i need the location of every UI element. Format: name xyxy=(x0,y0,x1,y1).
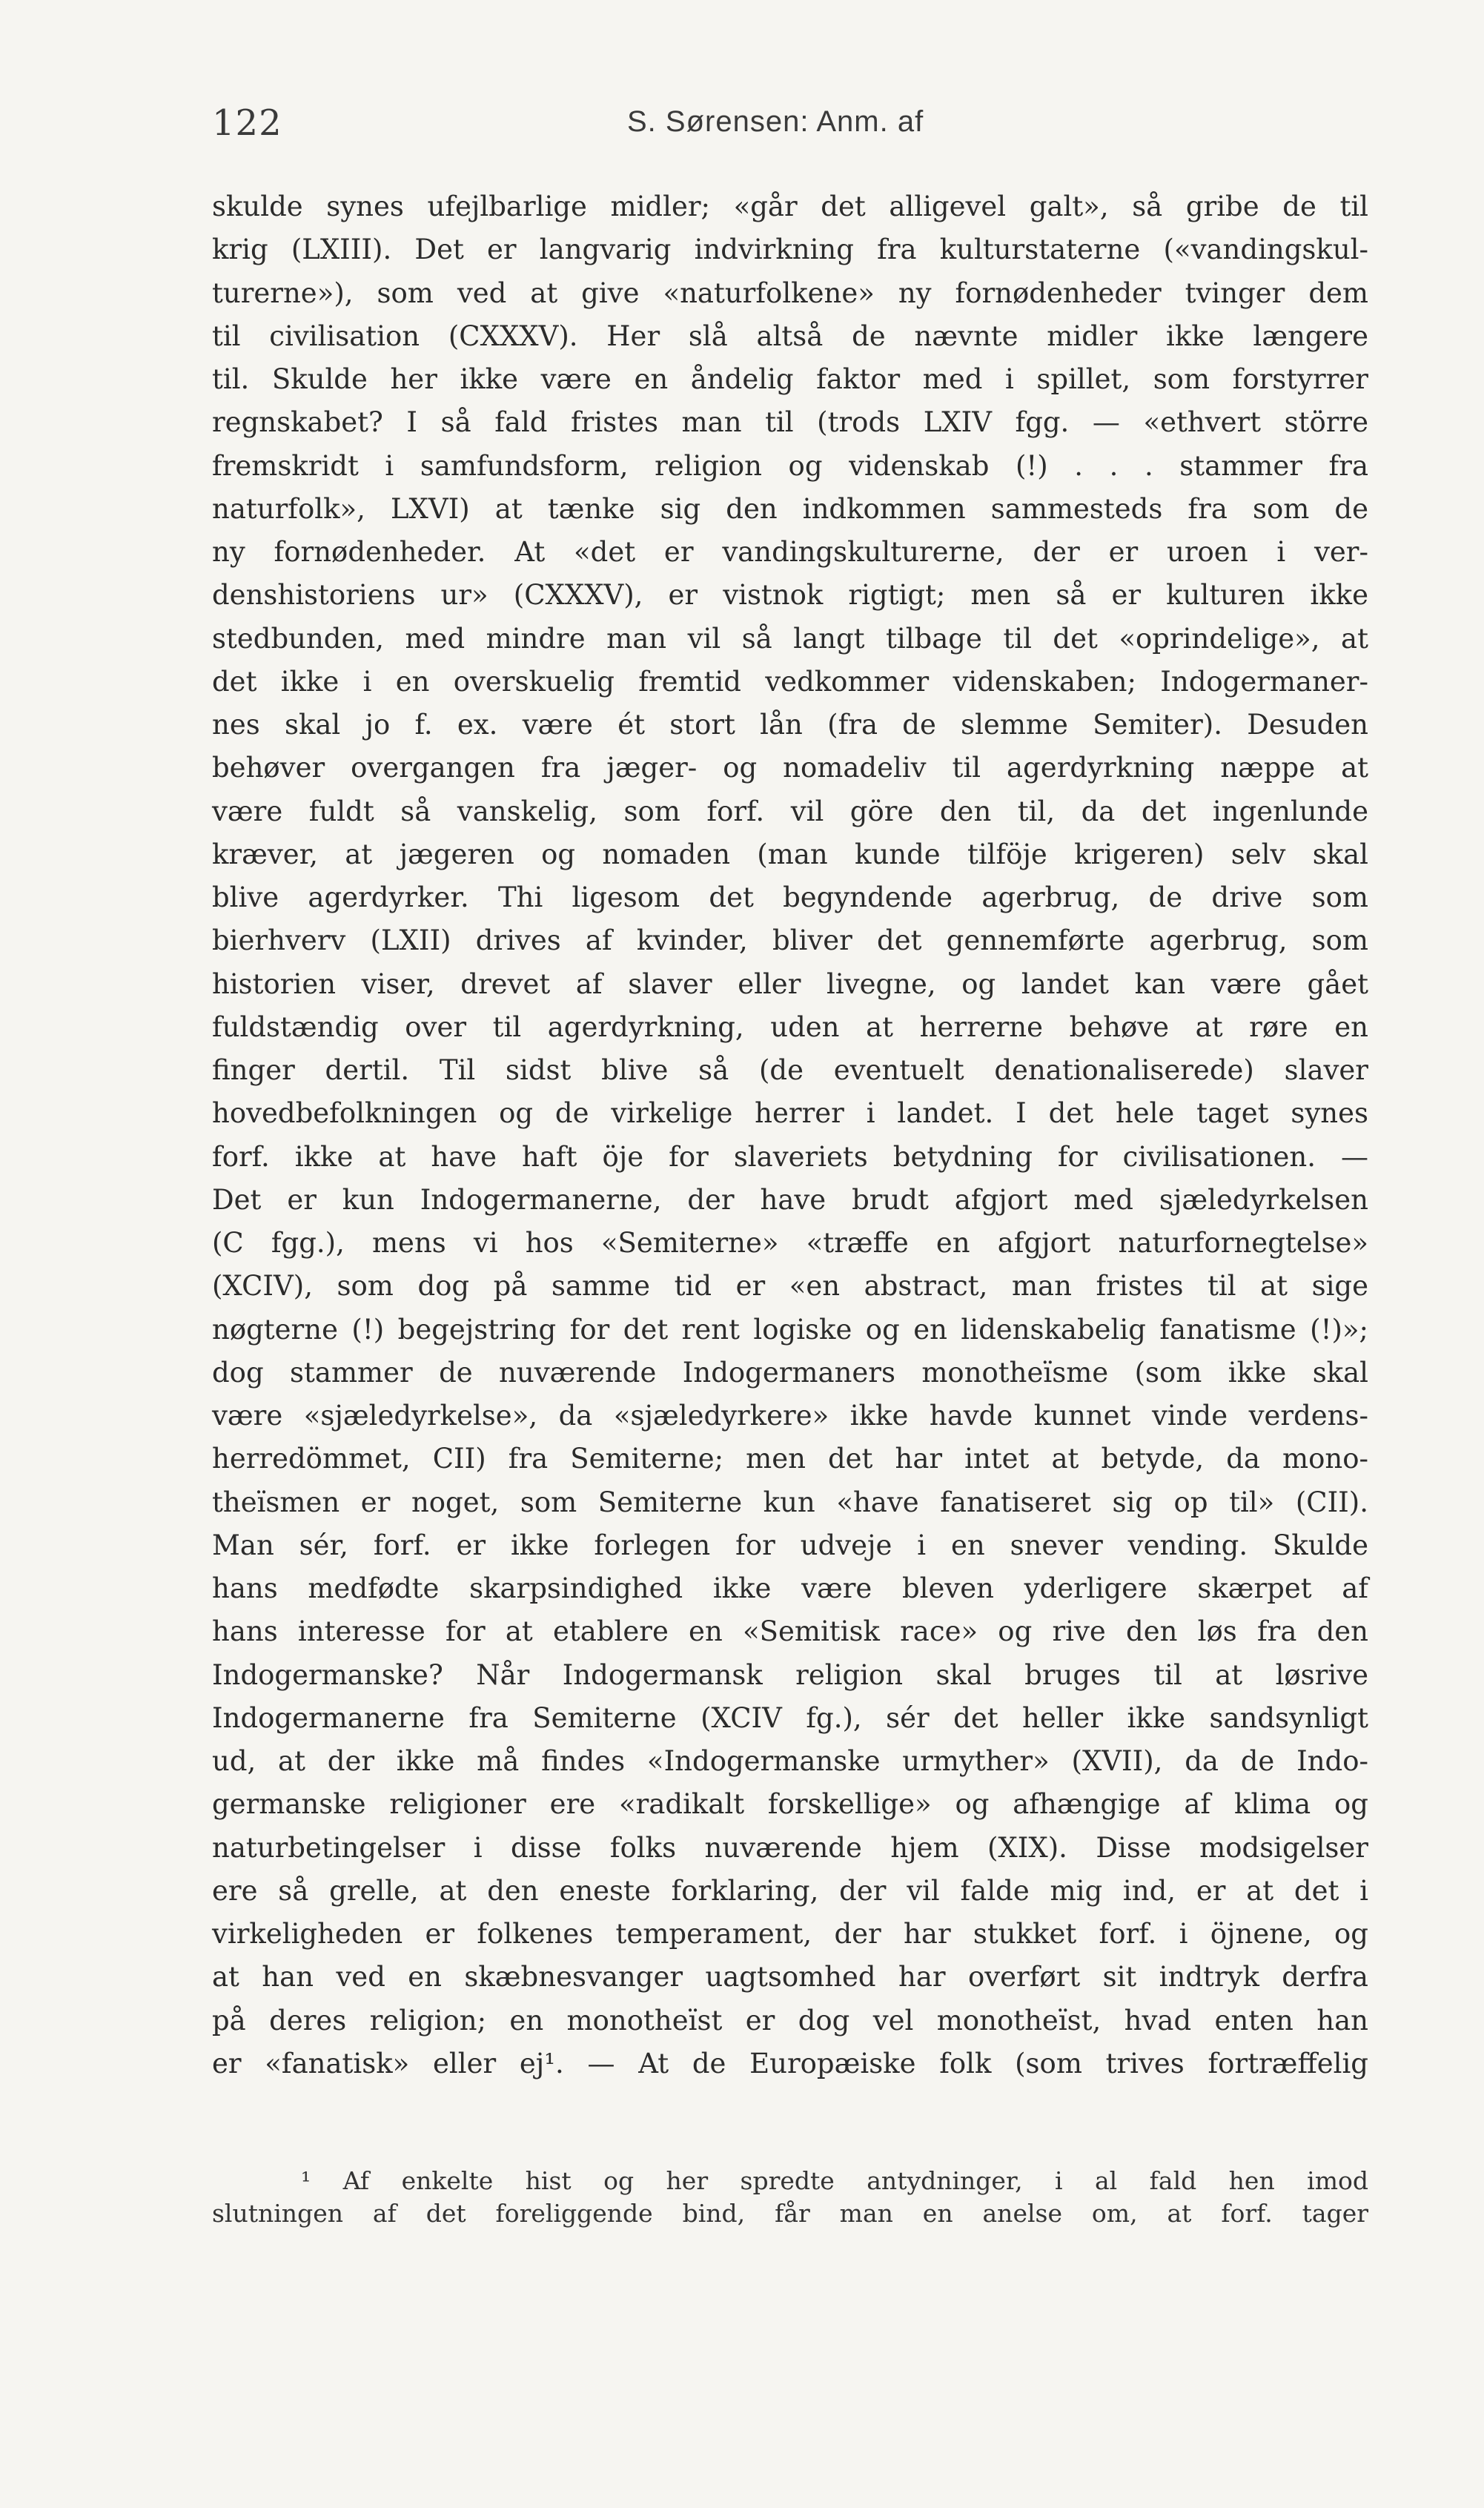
text-line: blive agerdyrker. Thi ligesom det begyndende agerbrug, de drive som xyxy=(212,881,1368,913)
text-line: nes skal jo f. ex. være ét stort lån (fra de slemme Semiter). Desuden xyxy=(212,709,1368,741)
footnote xyxy=(212,2165,1368,2230)
text-line: kræver, at jægeren og nomaden (man kunde tilföje krigeren) selv skal xyxy=(212,838,1368,870)
text-line: forf. ikke at have haft öje for slaveriets betydning for civilisationen. — xyxy=(212,1140,1368,1173)
text-line: Indogermanske? Når Indogermansk religion skal bruges til at løsrive xyxy=(212,1658,1368,1691)
text-line: til civilisation (CXXXV). Her slå altså de nævnte midler ikke længere xyxy=(212,320,1368,352)
text-line: Det er kun Indogermanerne, der have brudt afgjort med sjæledyrkelsen xyxy=(212,1183,1368,1216)
text-line: (C fgg.), mens vi hos «Semiterne» «træffe en afgjort naturfornegtelse» xyxy=(212,1227,1368,1259)
text-line: til. Skulde her ikke være en åndelig faktor med i spillet, som forstyrrer xyxy=(212,363,1368,395)
text-line: germanske religioner ere «radikalt forskellige» og afhængige af klima og xyxy=(212,1788,1368,1821)
text-line: Indogermanerne fra Semiterne (XCIV fg.), sér det heller ikke sandsynligt xyxy=(212,1701,1368,1734)
page-header xyxy=(212,102,1368,154)
text-line: virkeligheden er folkenes temperament, der har stukket forf. i öjnene, og xyxy=(212,1918,1368,1950)
running-head: S. Sørensen: Anm. af xyxy=(627,105,924,138)
text-line: herredömmet, CII) fra Semiterne; men det har intet at betyde, da mono- xyxy=(212,1443,1368,1475)
text-line: fremskridt i samfundsform, religion og videnskab (!) . . . stammer fra xyxy=(212,449,1368,482)
text-line: hovedbefolkningen og de virkelige herrer i landet. I det hele taget synes xyxy=(212,1097,1368,1130)
text-line: skulde synes ufejlbarlige midler; «går det alligevel galt», så gribe de til xyxy=(212,191,1368,222)
text-line: Man sér, forf. er ikke forlegen for udveje i en snever vending. Skulde xyxy=(212,1529,1368,1561)
text-line: det ikke i en overskuelig fremtid vedkommer videnskaben; Indogermaner- xyxy=(212,665,1368,698)
text-line: finger dertil. Til sidst blive så (de eventuelt denationaliserede) slaver xyxy=(212,1054,1368,1086)
text-line: historien viser, drevet af slaver eller livegne, og landet kan være gået xyxy=(212,967,1368,1000)
footnote-line: slutningen af det foreliggende bind, får man en anelse om, at forf. tager xyxy=(212,2199,1368,2228)
text-line: regnskabet? I så fald fristes man til (trods LXIV fgg. — «ethvert större xyxy=(212,406,1368,439)
body-text xyxy=(212,185,1368,2085)
text-line: ud, at der ikke må findes «Indogermanske urmyther» (XVII), da de Indo- xyxy=(212,1745,1368,1777)
text-line: hans medfødte skarpsindighed ikke være bleven yderligere skærpet af xyxy=(212,1572,1368,1604)
text-line: fuldstændig over til agerdyrkning, uden at herrerne behøve at røre en xyxy=(212,1010,1368,1043)
text-line: er «fanatisk» eller ej¹. — At de Europæiske folk (som trives fortræffelig xyxy=(212,2047,1368,2079)
text-line: ere så grelle, at den eneste forklaring, der vil falde mig ind, er at det i xyxy=(212,1874,1368,1907)
text-line: stedbunden, med mindre man vil så langt tilbage til det «oprindelige», at xyxy=(212,622,1368,655)
text-line: ny fornødenheder. At «det er vandingskulturerne, der er uroen i ver- xyxy=(212,536,1368,568)
text-line: naturbetingelser i disse folks nuværende hjem (XIX). Disse modsigelser xyxy=(212,1831,1368,1864)
text-line: nøgterne (!) begejstring for det rent logiske og en lidenskabelig fanatisme (!)»; xyxy=(212,1313,1368,1346)
text-line: bierhverv (LXII) drives af kvinder, bliver det gennemførte agerbrug, som xyxy=(212,924,1368,957)
text-line: på deres religion; en monotheïst er dog vel monotheïst, hvad enten han xyxy=(212,2004,1368,2036)
text-line: turerne»), som ved at give «naturfolkene» ny fornødenheder tvinger dem xyxy=(212,277,1368,309)
text-line: krig (LXIII). Det er langvarig indvirkning fra kulturstaterne («vandingskul- xyxy=(212,234,1368,266)
page-number: 122 xyxy=(212,102,282,144)
text-line: behøver overgangen fra jæger- og nomadeliv til agerdyrkning næppe at xyxy=(212,752,1368,784)
text-line: (XCIV), som dog på samme tid er «en abstract, man fristes til at sige xyxy=(212,1270,1368,1303)
footnote-line: ¹ Af enkelte hist og her spredte antydninger, i al fald hen imod xyxy=(301,2166,1368,2195)
text-line: hans interesse for at etablere en «Semitisk race» og rive den løs fra den xyxy=(212,1615,1368,1648)
text-line: denshistoriens ur» (CXXXV), er vistnok rigtigt; men så er kulturen ikke xyxy=(212,579,1368,612)
text-line: dog stammer de nuværende Indogermaners monotheïsme (som ikke skal xyxy=(212,1356,1368,1389)
text-line: naturfolk», LXVI) at tænke sig den indkommen sammesteds fra som de xyxy=(212,492,1368,525)
text-line: være fuldt så vanskelig, som forf. vil göre den til, da det ingenlunde xyxy=(212,795,1368,827)
text-line: at han ved en skæbnesvanger uagtsomhed har overført sit indtryk derfra xyxy=(212,1961,1368,1994)
text-line: være «sjæledyrkelse», da «sjæledyrkere» ikke havde kunnet vinde verdens- xyxy=(212,1400,1368,1432)
text-line: theïsmen er noget, som Semiterne kun «have fanatiseret sig op til» (CII). xyxy=(212,1486,1368,1518)
